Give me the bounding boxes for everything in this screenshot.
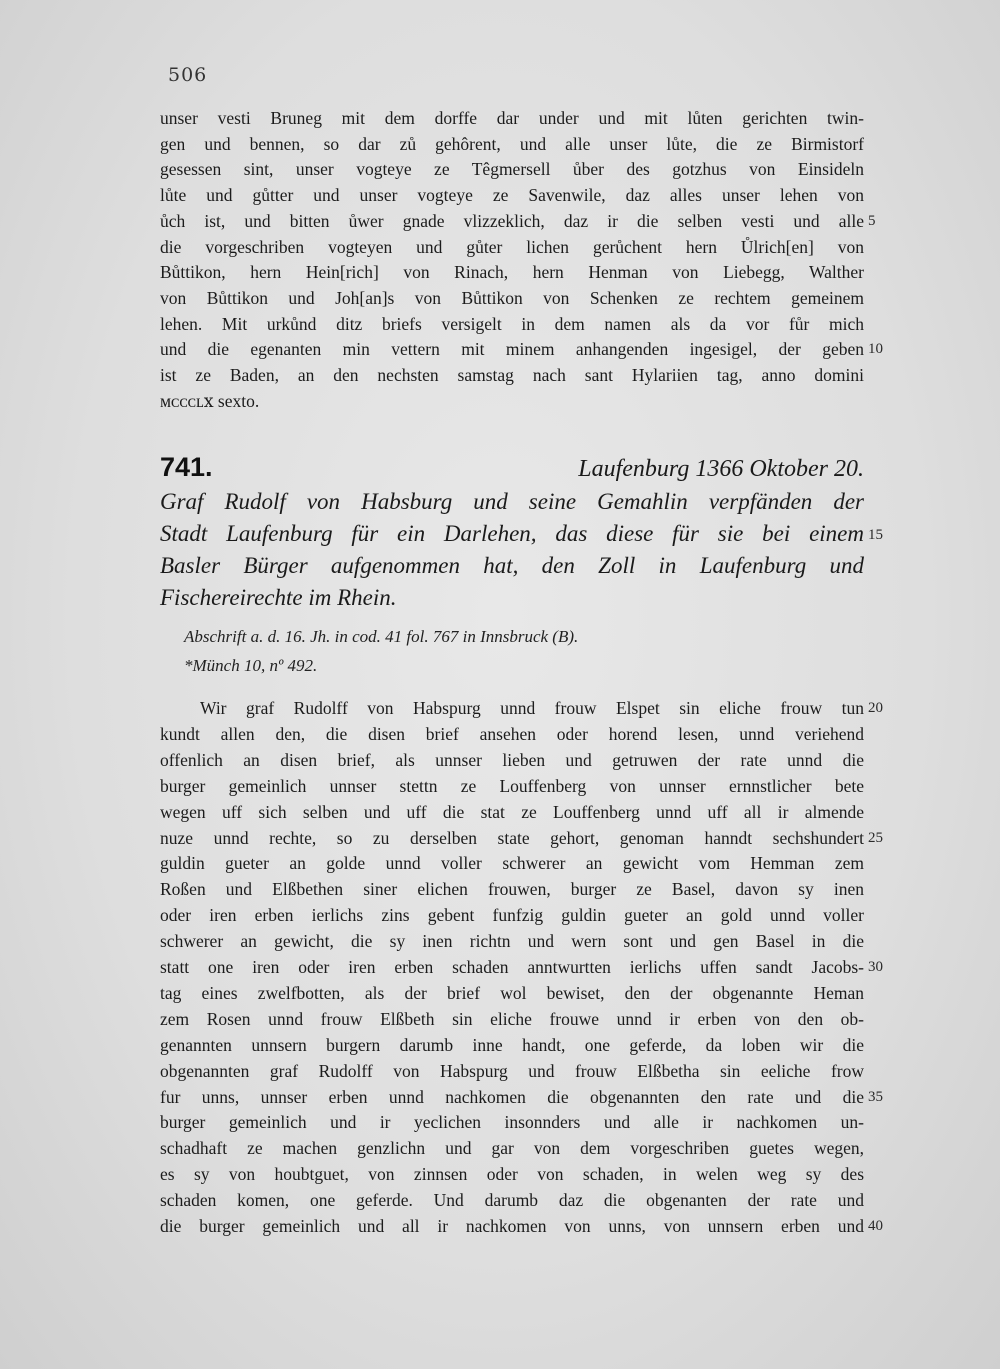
text-line: lehen. Mit urkůnd ditz briefs versigelt in dem namen als da vor fůr mich <box>160 313 864 334</box>
regest-line: Stadt Laufenburg für ein Darlehen, das diese für sie bei einem <box>160 521 864 546</box>
text-line: tag eines zwelfbotten, als der brief wol bewiset, den der obgenannte Heman <box>160 982 864 1003</box>
text-line: fur unns, unnser erben unnd nachkomen die obgenannten den rate und die <box>160 1086 864 1107</box>
source-note: Abschrift a. d. 16. Jh. in cod. 41 fol. 767 in Innsbruck (B). <box>184 627 579 646</box>
text-line: ůch ist, und bitten ůwer gnade vlizzeklich, daz ir die selben vesti und alle <box>160 210 864 231</box>
text-line: gesessen sint, unser vogteye ze Têgmersell ůber des gotzhus von Einsideln <box>160 159 864 180</box>
text-line: unser vesti Bruneg mit dem dorffe dar under und mit lůten gerichten twin- <box>160 108 864 128</box>
text-line: guldin gueter an golde unnd voller schwerer an gewicht vom Hemman zem <box>160 853 864 874</box>
line-number: 30 <box>868 959 883 975</box>
text-line: nuze unnd rechte, so zu derselben state gehort, genoman hanndt sechshundert <box>160 827 864 848</box>
text-line: es sy von houbtguet, von zinnsen oder von schaden, in welen weg sy des <box>160 1164 864 1185</box>
page-number: 506 <box>168 64 208 86</box>
text-line: burger gemeinlich unnser stettn ze Louffenberg von unnser ernnstlicher bete <box>160 775 864 796</box>
text-line: offenlich an disen brief, als unnser lieben und getruwen der rate unnd die <box>160 749 864 770</box>
line-number: 35 <box>868 1088 883 1105</box>
text-line: ist ze Baden, an den nechsten samstag nach sant Hylariien tag, anno domini <box>160 365 864 385</box>
text-line: gen und bennen, so dar zů gehôrent, und alle unser lůte, die ze Birmistorf <box>160 133 864 154</box>
text-line: wegen uff sich selben und uff die stat ze Louffenberg unnd uff all ir almende <box>160 801 864 822</box>
line-number: 25 <box>868 829 883 846</box>
regest-line: Basler Bürger aufgenommen hat, den Zoll in Laufenburg und <box>160 553 864 578</box>
text-line: schadhaft ze machen genzlichn und gar von dem vorgeschriben guetes wegen, <box>160 1138 864 1159</box>
document-number: 741. <box>160 452 213 482</box>
text-line: genannten unnsern burgern darumb inne handt, one geferde, da loben wir die <box>160 1034 864 1055</box>
text-line: lůte und gůtter und unser vogteye ze Savenwile, daz alles unser lehen von <box>160 185 864 206</box>
text-line: oder iren erben ierlichs zins gebent funfzig guldin gueter an gold unnd voller <box>160 905 864 926</box>
text-line: zem Rosen unnd frouw Elßbeth sin eliche frouwe unnd ir erben von den ob- <box>160 1008 864 1029</box>
text-line: und die egenanten min vettern mit minem anhangenden ingesigel, der geben <box>160 339 864 360</box>
text-line: statt one iren oder iren erben schaden anntwurtten ierlichs uffen sandt Jacobs- <box>160 957 864 977</box>
text-line: Wir graf Rudolff von Habspurg unnd frouw Elspet sin eliche frouw tun <box>200 698 864 718</box>
text-line: von Bůttikon und Joh[an]s von Bůttikon von Schenken ze rechtem gemeinem <box>160 287 864 308</box>
regest-line: Fischereirechte im Rhein. <box>160 585 397 610</box>
text-line: schwerer an gewicht, die sy inen richtn und wern sont und gen Basel in die <box>160 931 864 952</box>
text-line: die vorgeschriben vogteyen und gůter lichen gerůchent hern Ůlrich[en] von <box>160 236 864 257</box>
text-line: Bůttikon, hern Hein[rich] von Rinach, hern Henman von Liebegg, Walther <box>160 262 864 283</box>
document-place-date: Laufenburg 1366 Oktober 20. <box>578 456 864 482</box>
text-line: ᴍᴄᴄᴄʟⅹ sexto. <box>160 390 260 411</box>
text-line: kundt allen den, die disen brief ansehen oder horend lesen, unnd veriehend <box>160 723 864 744</box>
line-number: 40 <box>868 1218 883 1234</box>
text-line: burger gemeinlich und ir yeclichen insonnders und alle ir nachkomen un- <box>160 1112 864 1133</box>
line-number: 5 <box>868 212 876 229</box>
text-line: obgenannten graf Rudolff von Habspurg und frouw Elßbetha sin eeliche frow <box>160 1060 864 1081</box>
line-number: 10 <box>868 341 883 358</box>
text-line: schaden komen, one geferde. Und darumb daz die obgenanten der rate und <box>160 1190 864 1211</box>
regest-line: Graf Rudolf von Habsburg und seine Gemahlin verpfänden der <box>160 489 864 514</box>
line-number: 20 <box>868 700 883 716</box>
literature-note: *Münch 10, nº 492. <box>184 656 318 675</box>
text-line: Roßen und Elßbethen siner elichen frouwen, burger ze Basel, davon sy inen <box>160 879 864 900</box>
text-line: die burger gemeinlich und all ir nachkomen von unns, von unnsern erben und <box>160 1216 864 1236</box>
line-number: 15 <box>868 527 883 543</box>
